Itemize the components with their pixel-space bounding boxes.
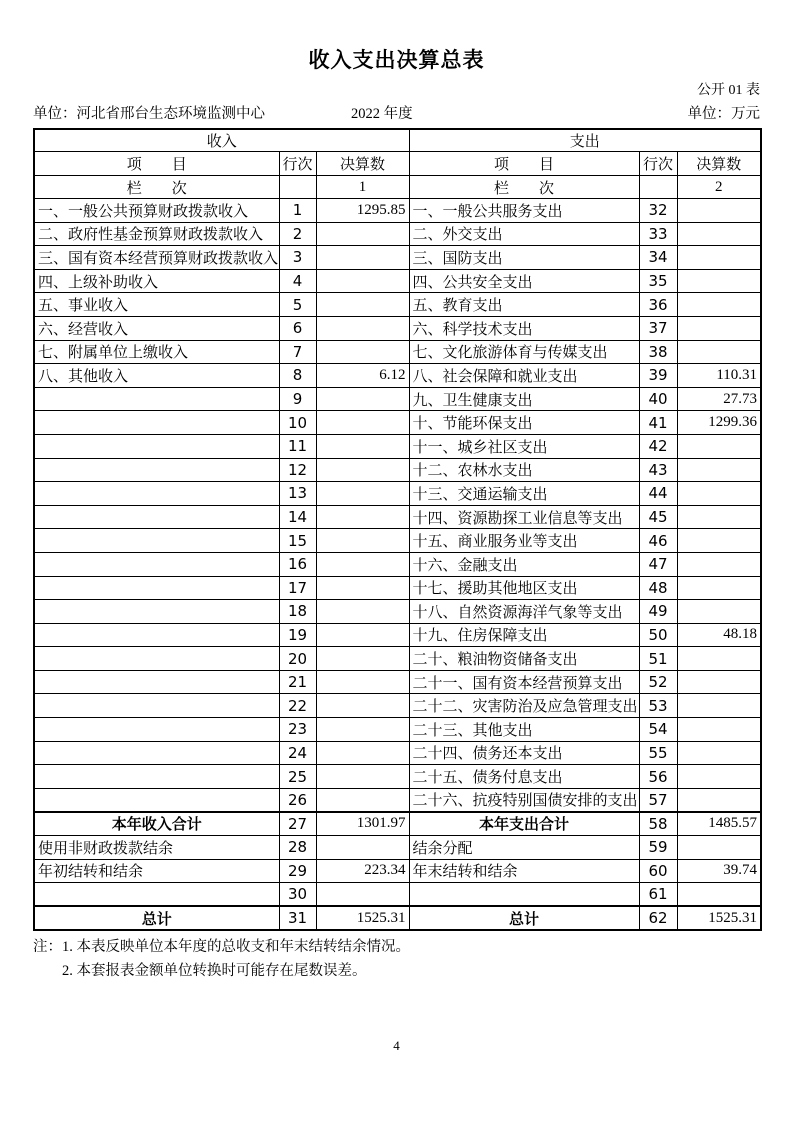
income-item-cell xyxy=(34,505,279,529)
expense-item-cell: 六、科学技术支出 xyxy=(409,316,639,340)
expense-item-cell: 十四、资源勘探工业信息等支出 xyxy=(409,505,639,529)
expense-line-cell: 52 xyxy=(639,670,677,694)
expense-line-cell: 41 xyxy=(639,411,677,435)
table-row xyxy=(34,222,761,246)
expense-item-cell: 总计 xyxy=(409,906,639,930)
expense-amount-cell xyxy=(677,694,761,718)
income-amount-cell xyxy=(316,765,409,789)
footnote-1: 注：1. 本表反映单位本年度的总收支和年末结转结余情况。 xyxy=(33,938,410,955)
expense-amount-cell xyxy=(677,482,761,506)
income-line-cell: 26 xyxy=(279,788,316,812)
expense-amount-cell: 48.18 xyxy=(677,623,761,647)
expense-amount-cell xyxy=(677,269,761,293)
income-item-cell: 总计 xyxy=(34,906,279,930)
income-item-cell xyxy=(34,741,279,765)
document-page xyxy=(33,0,760,1053)
table-row xyxy=(34,576,761,600)
income-amount-cell xyxy=(316,670,409,694)
income-amount-cell xyxy=(316,529,409,553)
income-line-header: 行次 xyxy=(279,152,316,176)
expense-line-cell: 62 xyxy=(639,906,677,930)
income-line-cell: 23 xyxy=(279,718,316,742)
table-row xyxy=(34,552,761,576)
table-row xyxy=(34,765,761,789)
income-item-cell xyxy=(34,788,279,812)
expense-item-cell: 年末结转和结余 xyxy=(409,859,639,883)
final-accounts-table xyxy=(33,128,762,931)
expense-item-cell xyxy=(409,883,639,907)
expense-amount-cell xyxy=(677,600,761,624)
expense-line-cell: 33 xyxy=(639,222,677,246)
expense-line-cell: 56 xyxy=(639,765,677,789)
income-line-cell: 24 xyxy=(279,741,316,765)
income-item-cell xyxy=(34,458,279,482)
income-line-cell: 28 xyxy=(279,836,316,860)
income-item-cell xyxy=(34,482,279,506)
table-row xyxy=(34,859,761,883)
income-item-cell xyxy=(34,434,279,458)
income-line-cell: 8 xyxy=(279,364,316,388)
income-item-cell: 六、经营收入 xyxy=(34,316,279,340)
income-item-cell: 五、事业收入 xyxy=(34,293,279,317)
income-amount-cell xyxy=(316,623,409,647)
income-line-cell: 7 xyxy=(279,340,316,364)
expense-item-cell: 十二、农林水支出 xyxy=(409,458,639,482)
expense-line-cell: 60 xyxy=(639,859,677,883)
expense-line-cell: 59 xyxy=(639,836,677,860)
income-item-cell: 三、国有资本经营预算财政拨款收入 xyxy=(34,246,279,270)
expense-line-cell: 49 xyxy=(639,600,677,624)
expense-item-cell: 二十三、其他支出 xyxy=(409,718,639,742)
income-amount-cell xyxy=(316,482,409,506)
income-amount-cell xyxy=(316,387,409,411)
income-amount-cell xyxy=(316,293,409,317)
table-row xyxy=(34,600,761,624)
income-item-cell: 年初结转和结余 xyxy=(34,859,279,883)
expense-line-cell: 53 xyxy=(639,694,677,718)
expense-item-cell: 二十一、国有资本经营预算支出 xyxy=(409,670,639,694)
income-amount-cell xyxy=(316,246,409,270)
expense-amount-cell xyxy=(677,434,761,458)
expense-amount-header: 决算数 xyxy=(677,152,761,176)
expense-amount-cell xyxy=(677,222,761,246)
income-line-cell: 29 xyxy=(279,859,316,883)
income-line-cell: 30 xyxy=(279,883,316,907)
income-item-cell xyxy=(34,529,279,553)
income-line-cell: 5 xyxy=(279,293,316,317)
expense-amount-cell xyxy=(677,670,761,694)
income-line-cell: 10 xyxy=(279,411,316,435)
table-row xyxy=(34,906,761,930)
income-item-cell xyxy=(34,387,279,411)
income-item-cell xyxy=(34,694,279,718)
income-line-cell: 12 xyxy=(279,458,316,482)
expense-line-cell: 46 xyxy=(639,529,677,553)
income-item-header: 项 目 xyxy=(34,152,279,176)
expense-amount-cell xyxy=(677,199,761,223)
expense-item-cell: 结余分配 xyxy=(409,836,639,860)
expense-line-cell: 54 xyxy=(639,718,677,742)
expense-item-cell: 本年支出合计 xyxy=(409,812,639,836)
expense-item-cell: 一、一般公共服务支出 xyxy=(409,199,639,223)
income-line-cell: 13 xyxy=(279,482,316,506)
income-line-cell: 15 xyxy=(279,529,316,553)
expense-amount-cell xyxy=(677,293,761,317)
income-amount-cell: 1295.85 xyxy=(316,199,409,223)
table-row xyxy=(34,316,761,340)
income-item-cell: 四、上级补助收入 xyxy=(34,269,279,293)
column-order-row xyxy=(34,176,761,199)
column-header-row xyxy=(34,152,761,176)
expense-amount-cell xyxy=(677,340,761,364)
expense-amount-cell: 110.31 xyxy=(677,364,761,388)
expense-line-cell: 50 xyxy=(639,623,677,647)
income-amount-cell xyxy=(316,883,409,907)
expense-line-cell: 37 xyxy=(639,316,677,340)
income-amount-cell xyxy=(316,434,409,458)
income-amount-cell xyxy=(316,576,409,600)
income-amount-cell: 223.34 xyxy=(316,859,409,883)
expense-item-cell: 十八、自然资源海洋气象等支出 xyxy=(409,600,639,624)
expense-line-cell: 61 xyxy=(639,883,677,907)
expense-line-cell: 40 xyxy=(639,387,677,411)
expense-item-cell: 十一、城乡社区支出 xyxy=(409,434,639,458)
income-line-cell: 19 xyxy=(279,623,316,647)
expense-amount-cell xyxy=(677,552,761,576)
income-amount-cell xyxy=(316,458,409,482)
table-row xyxy=(34,364,761,388)
expense-amount-cell xyxy=(677,836,761,860)
income-item-cell xyxy=(34,600,279,624)
table-row xyxy=(34,883,761,907)
expense-item-cell: 三、国防支出 xyxy=(409,246,639,270)
income-item-cell xyxy=(34,411,279,435)
expense-line-cell: 58 xyxy=(639,812,677,836)
income-amount-cell: 1301.97 xyxy=(316,812,409,836)
income-amount-header: 决算数 xyxy=(316,152,409,176)
expense-line-cell: 48 xyxy=(639,576,677,600)
expense-amount-cell xyxy=(677,718,761,742)
expense-amount-cell xyxy=(677,246,761,270)
expense-amount-cell xyxy=(677,765,761,789)
income-amount-cell xyxy=(316,552,409,576)
income-line-cell: 11 xyxy=(279,434,316,458)
income-item-cell xyxy=(34,552,279,576)
income-amount-cell xyxy=(316,600,409,624)
income-line-cell: 20 xyxy=(279,647,316,671)
expense-amount-cell xyxy=(677,505,761,529)
income-line-cell: 2 xyxy=(279,222,316,246)
expense-item-cell: 二十五、债务付息支出 xyxy=(409,765,639,789)
expense-item-cell: 七、文化旅游体育与传媒支出 xyxy=(409,340,639,364)
income-line-cell: 9 xyxy=(279,387,316,411)
income-line-cell: 21 xyxy=(279,670,316,694)
expense-line-cell: 44 xyxy=(639,482,677,506)
expense-amount-cell xyxy=(677,529,761,553)
expense-item-cell: 四、公共安全支出 xyxy=(409,269,639,293)
income-order-blank xyxy=(279,176,316,199)
expense-item-cell: 二十、粮油物资储备支出 xyxy=(409,647,639,671)
footnote-2: 2. 本套报表金额单位转换时可能存在尾数误差。 xyxy=(62,962,367,979)
table-row xyxy=(34,340,761,364)
income-item-cell xyxy=(34,576,279,600)
table-row xyxy=(34,647,761,671)
income-amount-cell xyxy=(316,411,409,435)
table-row xyxy=(34,458,761,482)
income-item-cell xyxy=(34,883,279,907)
income-amount-cell xyxy=(316,647,409,671)
expense-amount-cell xyxy=(677,316,761,340)
table-body xyxy=(34,199,761,930)
expense-item-header: 项 目 xyxy=(409,152,639,176)
income-line-cell: 17 xyxy=(279,576,316,600)
table-row xyxy=(34,411,761,435)
income-item-cell xyxy=(34,718,279,742)
income-item-cell: 二、政府性基金预算财政拨款收入 xyxy=(34,222,279,246)
income-amount-cell: 6.12 xyxy=(316,364,409,388)
income-order-number: 1 xyxy=(316,176,409,199)
expense-line-cell: 55 xyxy=(639,741,677,765)
income-amount-cell xyxy=(316,741,409,765)
expense-amount-cell: 39.74 xyxy=(677,859,761,883)
expense-item-cell: 二、外交支出 xyxy=(409,222,639,246)
expense-line-header: 行次 xyxy=(639,152,677,176)
table-row xyxy=(34,718,761,742)
expense-amount-cell: 27.73 xyxy=(677,387,761,411)
income-item-cell xyxy=(34,670,279,694)
income-amount-cell xyxy=(316,340,409,364)
expense-item-cell: 九、卫生健康支出 xyxy=(409,387,639,411)
table-row xyxy=(34,434,761,458)
income-line-cell: 31 xyxy=(279,906,316,930)
income-line-cell: 27 xyxy=(279,812,316,836)
table-row xyxy=(34,788,761,812)
income-line-cell: 1 xyxy=(279,199,316,223)
income-item-cell xyxy=(34,623,279,647)
table-row xyxy=(34,505,761,529)
meta-row xyxy=(33,102,760,126)
income-item-cell: 七、附属单位上缴收入 xyxy=(34,340,279,364)
table-row xyxy=(34,199,761,223)
table-row xyxy=(34,623,761,647)
table-row xyxy=(34,670,761,694)
currency-unit: 单位：万元 xyxy=(687,106,760,122)
income-order-label: 栏 次 xyxy=(34,176,279,199)
form-tag: 公开 01 表 xyxy=(697,83,760,98)
expense-item-cell: 八、社会保障和就业支出 xyxy=(409,364,639,388)
section-header-row xyxy=(34,129,761,152)
fiscal-year: 2022 年度 xyxy=(351,106,413,122)
income-line-cell: 6 xyxy=(279,316,316,340)
income-item-cell xyxy=(34,647,279,671)
expense-amount-cell xyxy=(677,576,761,600)
expense-amount-cell: 1525.31 xyxy=(677,906,761,930)
expense-line-cell: 45 xyxy=(639,505,677,529)
income-line-cell: 16 xyxy=(279,552,316,576)
income-item-cell xyxy=(34,765,279,789)
table-row xyxy=(34,741,761,765)
income-amount-cell xyxy=(316,269,409,293)
expense-line-cell: 32 xyxy=(639,199,677,223)
income-item-cell: 八、其他收入 xyxy=(34,364,279,388)
income-line-cell: 18 xyxy=(279,600,316,624)
table-row xyxy=(34,812,761,836)
expense-line-cell: 35 xyxy=(639,269,677,293)
expense-line-cell: 36 xyxy=(639,293,677,317)
income-item-cell: 使用非财政拨款结余 xyxy=(34,836,279,860)
reporting-unit: 单位：河北省邢台生态环境监测中心 xyxy=(33,106,265,122)
expense-line-cell: 42 xyxy=(639,434,677,458)
income-amount-cell xyxy=(316,788,409,812)
expense-item-cell: 十、节能环保支出 xyxy=(409,411,639,435)
expense-item-cell: 十六、金融支出 xyxy=(409,552,639,576)
income-amount-cell xyxy=(316,836,409,860)
expense-order-blank xyxy=(639,176,677,199)
expense-line-cell: 47 xyxy=(639,552,677,576)
expense-order-label: 栏 次 xyxy=(409,176,639,199)
table-row xyxy=(34,246,761,270)
income-amount-cell xyxy=(316,222,409,246)
expense-line-cell: 34 xyxy=(639,246,677,270)
table-row xyxy=(34,269,761,293)
expense-line-cell: 43 xyxy=(639,458,677,482)
expense-item-cell: 二十四、债务还本支出 xyxy=(409,741,639,765)
income-line-cell: 4 xyxy=(279,269,316,293)
expense-amount-cell: 1485.57 xyxy=(677,812,761,836)
footnotes xyxy=(33,935,760,983)
income-line-cell: 22 xyxy=(279,694,316,718)
income-amount-cell xyxy=(316,694,409,718)
income-amount-cell: 1525.31 xyxy=(316,906,409,930)
expense-item-cell: 二十六、抗疫特别国债安排的支出 xyxy=(409,788,639,812)
income-line-cell: 25 xyxy=(279,765,316,789)
expense-amount-cell xyxy=(677,883,761,907)
expense-amount-cell: 1299.36 xyxy=(677,411,761,435)
income-section-header: 收入 xyxy=(34,129,409,152)
expense-section-header: 支出 xyxy=(409,129,761,152)
income-item-cell: 一、一般公共预算财政拨款收入 xyxy=(34,199,279,223)
expense-line-cell: 51 xyxy=(639,647,677,671)
expense-item-cell: 十七、援助其他地区支出 xyxy=(409,576,639,600)
income-item-cell: 本年收入合计 xyxy=(34,812,279,836)
page-number: 4 xyxy=(393,1038,400,1053)
expense-amount-cell xyxy=(677,788,761,812)
table-row xyxy=(34,529,761,553)
expense-item-cell: 十五、商业服务业等支出 xyxy=(409,529,639,553)
expense-item-cell: 五、教育支出 xyxy=(409,293,639,317)
table-row xyxy=(34,387,761,411)
expense-line-cell: 57 xyxy=(639,788,677,812)
expense-amount-cell xyxy=(677,458,761,482)
expense-amount-cell xyxy=(677,647,761,671)
table-row xyxy=(34,836,761,860)
table-row xyxy=(34,694,761,718)
table-row xyxy=(34,482,761,506)
income-line-cell: 14 xyxy=(279,505,316,529)
expense-line-cell: 39 xyxy=(639,364,677,388)
expense-amount-cell xyxy=(677,741,761,765)
income-amount-cell xyxy=(316,316,409,340)
expense-item-cell: 二十二、灾害防治及应急管理支出 xyxy=(409,694,639,718)
table-row xyxy=(34,293,761,317)
page-title: 收入支出决算总表 xyxy=(308,48,485,72)
expense-item-cell: 十三、交通运输支出 xyxy=(409,482,639,506)
income-amount-cell xyxy=(316,718,409,742)
expense-order-number: 2 xyxy=(677,176,761,199)
income-amount-cell xyxy=(316,505,409,529)
expense-line-cell: 38 xyxy=(639,340,677,364)
income-line-cell: 3 xyxy=(279,246,316,270)
expense-item-cell: 十九、住房保障支出 xyxy=(409,623,639,647)
